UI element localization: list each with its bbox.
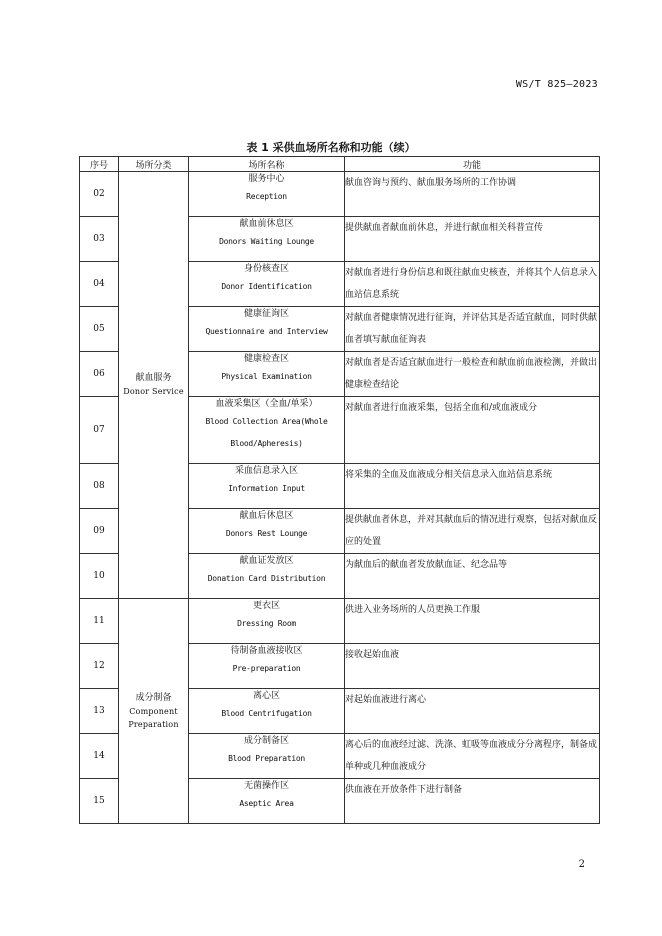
place-name-zh: 献血前休息区 (239, 219, 294, 229)
place-function: 对献血者是否适宜献血进行一般检查和献血前血液检测，并做出健康检查结论 (345, 352, 600, 397)
place-name-en: Blood Centrifugation (221, 709, 312, 718)
place-name-en: Aseptic Area (239, 799, 294, 808)
place-name (189, 172, 345, 217)
row-num: 03 (80, 217, 119, 262)
place-name-en: Pre-preparation (232, 664, 301, 673)
place-name (189, 352, 345, 397)
place-function: 对献血者健康情况进行征询，并评估其是否适宜献血，同时供献血者填写献血征询表 (345, 307, 600, 352)
place-name-en: Donors Waiting Lounge (219, 237, 314, 246)
place-name-zh: 健康检查区 (243, 354, 289, 364)
place-name-zh: 待制备血液接收区 (230, 646, 303, 656)
places-table (79, 156, 600, 824)
place-name-en-line2: Blood/Apheresis) (230, 439, 303, 448)
page-number: 2 (578, 859, 585, 870)
category-en: Component (129, 706, 178, 716)
row-num: 08 (80, 464, 119, 509)
row-num: 05 (80, 307, 119, 352)
place-name (189, 307, 345, 352)
place-name (189, 262, 345, 307)
place-name-en: Physical Examination (221, 372, 312, 381)
place-name-en: Donation Card Distribution (207, 574, 326, 583)
place-name-zh: 服务中心 (248, 174, 285, 184)
place-name-zh: 献血证发放区 (239, 556, 294, 566)
category-en-line2: Preparation (128, 719, 179, 729)
place-name (189, 689, 345, 734)
place-name (189, 779, 345, 824)
place-name-zh: 献血后休息区 (239, 511, 294, 521)
place-function: 将采集的全血及血液成分相关信息录入血站信息系统 (345, 464, 600, 509)
place-function: 献血咨询与预约、献血服务场所的工作协调 (345, 172, 600, 217)
category-en: Donor Service (123, 387, 184, 396)
place-function: 供血液在开放条件下进行制备 (345, 779, 600, 824)
place-name-en: Blood Preparation (228, 754, 305, 763)
col-header-name: 场所名称 (189, 157, 345, 172)
place-name (189, 554, 345, 599)
place-name-zh: 血液采集区（全血/单采） (215, 399, 318, 409)
place-function: 供进入业务场所的人员更换工作服 (345, 599, 600, 644)
place-name-en: Donor Identification (221, 282, 312, 291)
place-function: 为献血后的献血者发放献血证、纪念品等 (345, 554, 600, 599)
row-num: 13 (80, 689, 119, 734)
place-name-en: Information Input (228, 484, 305, 493)
place-function: 离心后的血液经过滤、洗涤、虹吸等血液成分分离程序，制备成单种或几种血液成分 (345, 734, 600, 779)
place-name (189, 599, 345, 644)
place-function: 接收起始血液 (345, 644, 600, 689)
place-name-zh: 身份核查区 (243, 264, 289, 274)
col-header-num: 序号 (80, 157, 119, 172)
row-num: 15 (80, 779, 119, 824)
standard-code: WS/T 825—2023 (515, 79, 598, 90)
row-num: 06 (80, 352, 119, 397)
table-header-row (80, 157, 600, 172)
row-num: 07 (80, 397, 119, 464)
place-name-zh: 健康征询区 (243, 309, 289, 319)
place-name-zh: 更衣区 (252, 601, 280, 611)
row-num: 10 (80, 554, 119, 599)
place-name-zh: 成分制备区 (243, 736, 289, 746)
row-num: 02 (80, 172, 119, 217)
place-name-en: Blood Collection Area(Whole (205, 417, 328, 426)
place-function: 提供献血者休息，并对其献血后的情况进行观察，包括对献血反应的处置 (345, 509, 600, 554)
place-name (189, 217, 345, 262)
row-num: 11 (80, 599, 119, 644)
place-name-en: Questionnaire and Interview (205, 327, 328, 336)
place-name-en: Dressing Room (237, 619, 296, 628)
place-name-zh: 无菌操作区 (243, 781, 289, 791)
place-name (189, 397, 345, 464)
place-name-en: Donors Rest Lounge (225, 529, 308, 538)
category-zh: 成分制备 (135, 692, 172, 703)
category-cell (119, 172, 189, 599)
category-zh: 献血服务 (135, 373, 172, 383)
place-name (189, 734, 345, 779)
row-num: 09 (80, 509, 119, 554)
place-function: 对起始血液进行离心 (345, 689, 600, 734)
place-function: 对献血者进行血液采集，包括全血和/或血液成分 (345, 397, 600, 464)
place-function: 提供献血者献血前休息，并进行献血相关科普宣传 (345, 217, 600, 262)
row-num: 12 (80, 644, 119, 689)
place-name (189, 644, 345, 689)
category-cell (119, 599, 189, 824)
place-name (189, 509, 345, 554)
row-num: 14 (80, 734, 119, 779)
place-function: 对献血者进行身份信息和既往献血史核查，并将其个人信息录入血站信息系统 (345, 262, 600, 307)
place-name-zh: 采血信息录入区 (234, 466, 298, 476)
place-name-en: Reception (246, 192, 287, 201)
col-header-function: 功能 (345, 157, 600, 172)
row-num: 04 (80, 262, 119, 307)
place-name (189, 464, 345, 509)
place-name-zh: 离心区 (252, 691, 280, 701)
table-row (80, 599, 600, 644)
col-header-category: 场所分类 (119, 157, 189, 172)
table-title: 表 1 采供血场所名称和功能（续） (246, 141, 416, 154)
table-row (80, 172, 600, 217)
